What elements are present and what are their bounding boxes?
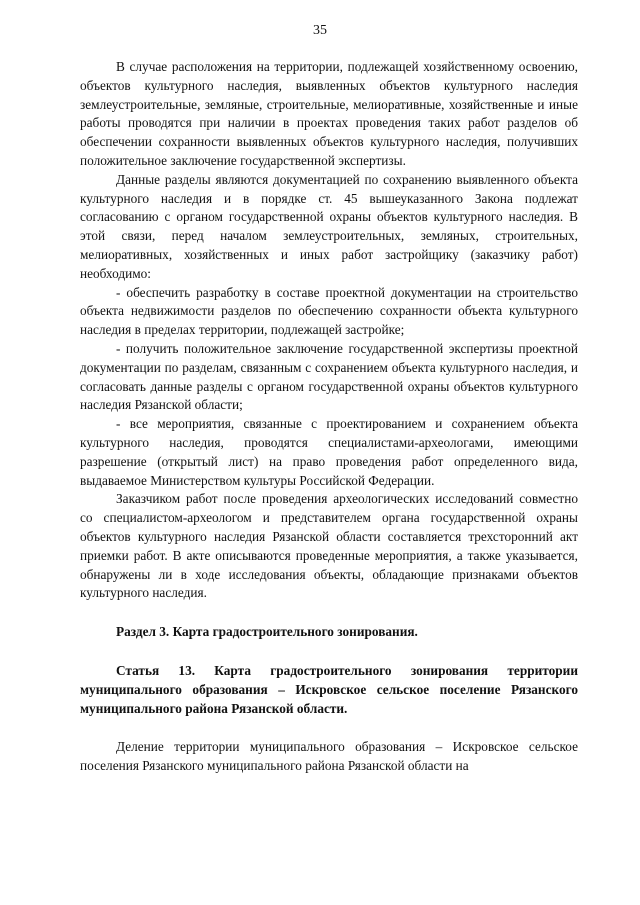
paragraph-cultural-heritage-works: В случае расположения на территории, подлежащей хозяйственному освоению, объектов культурного наследия, выявленных объектов культурного наследия землеустроительные, земляные, строительные, мелиоративные, хозяйственные и иные работы проводятся при наличии в проектах проведения таких работ разделов об обеспечении сохранности выявленных объектов культурного наследия, получивших положительное заключение государственной экспертизы.	[80, 59, 578, 168]
article-heading: Статья 13. Карта градостроительного зонирования территории муниципального образования – Искровское сельское поселение Рязанского муниципального района Рязанской области.	[80, 662, 578, 716]
list-item-all-measures: - все мероприятия, связанные с проектированием и сохранением объекта культурного наследия, проводятся специалистами-археологами, имеющими разрешение (открытый лист) на право проведения работ определенного вида, выдаваемое Министерством культуры Российской Федерации.	[80, 416, 578, 488]
paragraph-territory-division: Деление территории муниципального образования – Искровское сельское поселения Рязанского муниципального района Рязанской области на	[80, 739, 578, 774]
paragraph-documentation-approval: Данные разделы являются документацией по сохранению выявленного объекта культурного наследия и в порядке ст. 45 вышеуказанного Закона подлежат согласованию с органом государственной охраны объектов культурного наследия. В этой связи, перед началом землеустроительных, земляных, строительных, мелиоративных, хозяйственных и иных работ застройщику (заказчику работ) необходимо:	[80, 171, 578, 281]
list-item-obtain-conclusion: - получить положительное заключение государственной экспертизы проектной документации по разделам, связанным с сохранением объекта культурного наследия, и согласовать данные разделы с органом государственной охраны объектов культурного наследия Рязанской области;	[80, 340, 578, 413]
page-number: 35	[313, 23, 327, 38]
document-body	[80, 58, 578, 776]
spacer	[80, 718, 578, 738]
paragraph-acceptance-act: Заказчиком работ после проведения археологических исследований совместно со специалистом-археологом и представителем органа государственной охраны объектов культурного наследия Рязанской области составляется трехсторонний акт приемки работ. В акте описываются проведенные мероприятия, а также указывается, обнаружены ли в ходе исследования объекты, обладающие признаками объектов культурного наследия.	[80, 491, 578, 601]
list-item-ensure-development: - обеспечить разработку в составе проектной документации на строительство объекта недвижимости разделов по обеспечению сохранности объекта культурного наследия в пределах территории, подлежащей застройке;	[80, 284, 578, 338]
section-heading: Раздел 3. Карта градостроительного зонирования.	[116, 624, 418, 640]
